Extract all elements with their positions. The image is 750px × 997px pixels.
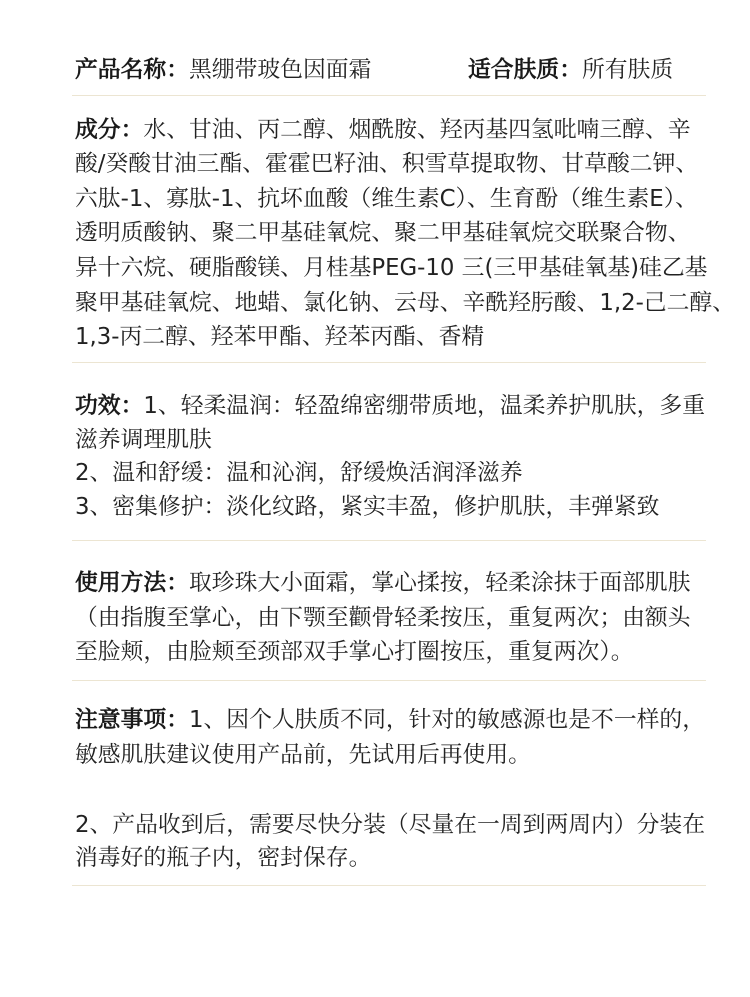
notes-section — [75, 703, 735, 773]
notes-section-2 — [75, 809, 735, 875]
usage-line: （由指腹至掌心，由下颚至颧骨轻柔按压，重复两次；由额头 — [75, 604, 691, 631]
efficacy-line: 3、密集修护：淡化纹路，紧实丰盈，修护肌肤，丰弹紧致 — [75, 493, 660, 520]
notes-line: 消毒好的瓶子内，密封保存。 — [75, 844, 372, 871]
notes-line: 敏感肌肤建议使用产品前，先试用后再使用。 — [75, 741, 531, 768]
notes-line — [75, 703, 735, 738]
product-name: 黑绷带玻色因面霜 — [188, 57, 372, 83]
efficacy-line — [75, 390, 735, 424]
product-header — [75, 53, 735, 87]
notes-label: 注意事项： — [75, 706, 189, 733]
efficacy-text: 1、轻柔温润：轻盈绵密绷带质地，温柔养护肌肤，多重 — [143, 393, 706, 419]
usage-line: 至脸颊，由脸颊至颈部双手掌心打圈按压，重复两次）。 — [75, 639, 634, 665]
usage-section — [75, 566, 735, 670]
divider — [72, 680, 706, 681]
usage-label: 使用方法： — [75, 570, 189, 596]
ingredients-line: 1,3-丙二醇、羟苯甲酯、羟苯丙酯、香精 — [75, 324, 485, 351]
divider — [72, 885, 706, 886]
product-name-label: 产品名称： — [75, 57, 189, 83]
divider — [72, 95, 706, 96]
efficacy-line: 2、温和舒缓：温和沁润，舒缓焕活润泽滋养 — [75, 460, 523, 486]
efficacy-line: 滋养调理肌肤 — [75, 426, 212, 453]
skin-type-row — [468, 53, 673, 87]
divider — [72, 540, 706, 541]
skin-type-label: 适合肤质： — [468, 57, 582, 83]
divider — [72, 362, 706, 363]
usage-line — [75, 566, 735, 601]
ingredients-line: 聚甲基硅氧烷、地蜡、氯化钠、云母、辛酰羟肟酸、1,2-己二醇、 — [75, 289, 735, 316]
efficacy-label: 功效： — [75, 393, 144, 419]
ingredients-line — [75, 113, 735, 148]
ingredients-line: 异十六烷、硬脂酸镁、月桂基PEG-10 三(三甲基硅氧基)硅乙基 — [75, 255, 708, 282]
ingredients-label: 成分： — [75, 116, 144, 143]
notes-line: 2、产品收到后，需要尽快分装（尽量在一周到两周内）分装在 — [75, 811, 706, 838]
efficacy-section — [75, 390, 735, 524]
skin-type: 所有肤质 — [581, 57, 674, 83]
usage-text: 取珍珠大小面霜，掌心揉按，轻柔涂抹于面部肌肤 — [188, 570, 691, 596]
ingredients-section — [75, 113, 735, 355]
ingredients-line: 酸/癸酸甘油三酯、霍霍巴籽油、积雪草提取物、甘草酸二钾、 — [75, 151, 699, 178]
ingredients-line: 透明质酸钠、聚二甲基硅氧烷、聚二甲基硅氧烷交联聚合物、 — [75, 220, 691, 247]
ingredients-text: 水、甘油、丙二醇、烟酰胺、羟丙基四氢吡喃三醇、辛 — [143, 116, 691, 143]
notes-text: 1、因个人肤质不同，针对的敏感源也是不一样的， — [188, 706, 706, 733]
ingredients-line: 六肽-1、寡肽-1、抗坏血酸（维生素C）、生育酚（维生素E）、 — [75, 185, 698, 212]
